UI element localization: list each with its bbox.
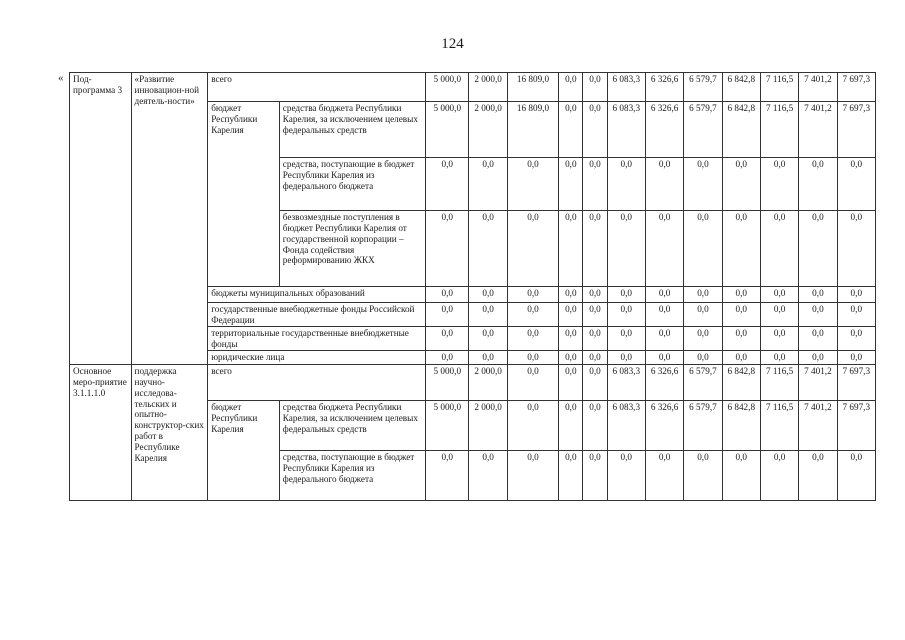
value-cell: 7 697,3 <box>837 365 875 401</box>
value-cell: 2 000,0 <box>469 401 507 451</box>
value-cell: 0,0 <box>722 287 760 303</box>
value-cell: 7 697,3 <box>837 73 875 102</box>
subsource-cell: средства бюджета Республики Карелия, за исключением целевых федеральных средств <box>279 401 425 451</box>
value-cell: 0,0 <box>607 158 645 211</box>
opening-quote-mark: « <box>58 72 64 84</box>
table-row <box>70 365 876 401</box>
value-cell: 7 401,2 <box>799 102 837 158</box>
value-cell: 0,0 <box>799 303 837 327</box>
value-cell: 0,0 <box>559 365 583 401</box>
subsource-cell: безвозмездные поступления в бюджет Республики Карелия от государственной корпорации – Фонда содействия реформированию ЖКХ <box>279 211 425 287</box>
budget-source-cell: бюджет Республики Карелия <box>208 102 280 287</box>
value-cell: 0,0 <box>583 303 607 327</box>
value-cell: 0,0 <box>607 351 645 365</box>
value-cell: 6 842,8 <box>722 401 760 451</box>
value-cell: 0,0 <box>799 287 837 303</box>
program-name-cell: поддержка научно-исследова-тельских и опытно-конструктор-ских работ в Республике Карелия <box>131 365 208 501</box>
source-cell: государственные внебюджетные фонды Российской Федерации <box>208 303 426 327</box>
value-cell: 6 326,6 <box>645 102 683 158</box>
value-cell: 0,0 <box>469 451 507 501</box>
value-cell: 0,0 <box>469 211 507 287</box>
value-cell: 7 401,2 <box>799 401 837 451</box>
value-cell: 0,0 <box>426 451 469 501</box>
value-cell: 6 083,3 <box>607 102 645 158</box>
value-cell: 0,0 <box>799 451 837 501</box>
value-cell: 16 809,0 <box>507 102 558 158</box>
value-cell: 0,0 <box>507 451 558 501</box>
value-cell: 0,0 <box>684 351 722 365</box>
source-cell: юридические лица <box>208 351 426 365</box>
value-cell: 0,0 <box>722 158 760 211</box>
value-cell: 6 842,8 <box>722 365 760 401</box>
value-cell: 0,0 <box>799 351 837 365</box>
value-cell: 0,0 <box>507 303 558 327</box>
value-cell: 7 116,5 <box>760 102 798 158</box>
subsource-cell: средства бюджета Республики Карелия, за исключением целевых федеральных средств <box>279 102 425 158</box>
value-cell: 0,0 <box>760 211 798 287</box>
value-cell: 6 083,3 <box>607 401 645 451</box>
value-cell: 0,0 <box>583 351 607 365</box>
value-cell: 6 326,6 <box>645 401 683 451</box>
value-cell: 0,0 <box>426 327 469 351</box>
value-cell: 0,0 <box>583 73 607 102</box>
value-cell: 0,0 <box>684 211 722 287</box>
value-cell: 7 697,3 <box>837 102 875 158</box>
value-cell: 0,0 <box>583 211 607 287</box>
value-cell: 0,0 <box>645 327 683 351</box>
value-cell: 0,0 <box>684 158 722 211</box>
value-cell: 2 000,0 <box>469 73 507 102</box>
value-cell: 0,0 <box>837 211 875 287</box>
source-cell: территориальные государственные внебюджетные фонды <box>208 327 426 351</box>
value-cell: 0,0 <box>837 287 875 303</box>
value-cell: 0,0 <box>583 102 607 158</box>
value-cell: 0,0 <box>684 287 722 303</box>
budget-table <box>69 72 876 501</box>
value-cell: 0,0 <box>760 351 798 365</box>
value-cell: 5 000,0 <box>426 401 469 451</box>
value-cell: 6 579,7 <box>684 102 722 158</box>
value-cell: 0,0 <box>559 287 583 303</box>
value-cell: 0,0 <box>426 211 469 287</box>
value-cell: 0,0 <box>722 327 760 351</box>
value-cell: 0,0 <box>607 211 645 287</box>
page-number: 124 <box>441 36 464 52</box>
value-cell: 0,0 <box>760 287 798 303</box>
value-cell: 6 579,7 <box>684 401 722 451</box>
program-code-cell: Основное меро-приятие 3.1.1.1.0 <box>70 365 132 501</box>
value-cell: 0,0 <box>645 158 683 211</box>
value-cell: 0,0 <box>837 351 875 365</box>
value-cell: 0,0 <box>645 303 683 327</box>
value-cell: 0,0 <box>507 401 558 451</box>
value-cell: 5 000,0 <box>426 365 469 401</box>
value-cell: 6 083,3 <box>607 365 645 401</box>
value-cell: 0,0 <box>507 365 558 401</box>
value-cell: 0,0 <box>722 451 760 501</box>
value-cell: 0,0 <box>583 158 607 211</box>
value-cell: 0,0 <box>607 287 645 303</box>
value-cell: 0,0 <box>507 287 558 303</box>
value-cell: 6 579,7 <box>684 365 722 401</box>
value-cell: 0,0 <box>645 351 683 365</box>
value-cell: 0,0 <box>837 303 875 327</box>
value-cell: 0,0 <box>583 401 607 451</box>
value-cell: 7 401,2 <box>799 365 837 401</box>
value-cell: 5 000,0 <box>426 102 469 158</box>
value-cell: 7 116,5 <box>760 73 798 102</box>
value-cell: 0,0 <box>722 211 760 287</box>
value-cell: 0,0 <box>607 451 645 501</box>
value-cell: 0,0 <box>507 327 558 351</box>
value-cell: 7 116,5 <box>760 365 798 401</box>
value-cell: 0,0 <box>559 73 583 102</box>
value-cell: 6 083,3 <box>607 73 645 102</box>
value-cell: 0,0 <box>645 287 683 303</box>
value-cell: 0,0 <box>559 351 583 365</box>
value-cell: 0,0 <box>799 211 837 287</box>
value-cell: 0,0 <box>837 451 875 501</box>
value-cell: 0,0 <box>469 327 507 351</box>
value-cell: 0,0 <box>722 351 760 365</box>
value-cell: 0,0 <box>507 211 558 287</box>
value-cell: 5 000,0 <box>426 73 469 102</box>
value-cell: 0,0 <box>559 211 583 287</box>
value-cell: 0,0 <box>583 365 607 401</box>
value-cell: 0,0 <box>469 351 507 365</box>
value-cell: 0,0 <box>583 327 607 351</box>
value-cell: 0,0 <box>507 158 558 211</box>
value-cell: 0,0 <box>507 351 558 365</box>
value-cell: 6 579,7 <box>684 73 722 102</box>
value-cell: 0,0 <box>469 287 507 303</box>
value-cell: 6 842,8 <box>722 102 760 158</box>
value-cell: 0,0 <box>684 303 722 327</box>
value-cell: 0,0 <box>559 401 583 451</box>
source-cell: всего <box>208 365 426 401</box>
source-cell: всего <box>208 73 426 102</box>
budget-source-cell: бюджет Республики Карелия <box>208 401 280 501</box>
value-cell: 0,0 <box>469 158 507 211</box>
value-cell: 0,0 <box>799 327 837 351</box>
program-name-cell: «Развитие инновацион-ной деятель-ности» <box>131 73 208 365</box>
value-cell: 0,0 <box>426 158 469 211</box>
value-cell: 0,0 <box>583 451 607 501</box>
value-cell: 0,0 <box>607 303 645 327</box>
value-cell: 0,0 <box>760 327 798 351</box>
subsource-cell: средства, поступающие в бюджет Республики Карелия из федерального бюджета <box>279 451 425 501</box>
value-cell: 7 697,3 <box>837 401 875 451</box>
value-cell: 0,0 <box>559 327 583 351</box>
value-cell: 0,0 <box>607 327 645 351</box>
value-cell: 0,0 <box>559 102 583 158</box>
value-cell: 2 000,0 <box>469 365 507 401</box>
value-cell: 0,0 <box>760 451 798 501</box>
subsource-cell: средства, поступающие в бюджет Республики Карелия из федерального бюджета <box>279 158 425 211</box>
value-cell: 0,0 <box>684 327 722 351</box>
value-cell: 0,0 <box>760 158 798 211</box>
value-cell: 0,0 <box>645 451 683 501</box>
value-cell: 0,0 <box>837 158 875 211</box>
value-cell: 0,0 <box>426 351 469 365</box>
value-cell: 0,0 <box>426 287 469 303</box>
value-cell: 0,0 <box>469 303 507 327</box>
source-cell: бюджеты муниципальных образований <box>208 287 426 303</box>
program-code-cell: Под-программа 3 <box>70 73 132 365</box>
value-cell: 0,0 <box>559 451 583 501</box>
value-cell: 0,0 <box>583 287 607 303</box>
value-cell: 0,0 <box>559 303 583 327</box>
value-cell: 7 401,2 <box>799 73 837 102</box>
value-cell: 6 842,8 <box>722 73 760 102</box>
value-cell: 0,0 <box>722 303 760 327</box>
table-body <box>70 73 876 501</box>
value-cell: 0,0 <box>799 158 837 211</box>
value-cell: 0,0 <box>645 211 683 287</box>
value-cell: 0,0 <box>426 303 469 327</box>
value-cell: 2 000,0 <box>469 102 507 158</box>
value-cell: 0,0 <box>837 327 875 351</box>
value-cell: 0,0 <box>684 451 722 501</box>
value-cell: 0,0 <box>559 158 583 211</box>
table-row <box>70 73 876 102</box>
value-cell: 6 326,6 <box>645 73 683 102</box>
value-cell: 16 809,0 <box>507 73 558 102</box>
value-cell: 6 326,6 <box>645 365 683 401</box>
value-cell: 7 116,5 <box>760 401 798 451</box>
value-cell: 0,0 <box>760 303 798 327</box>
